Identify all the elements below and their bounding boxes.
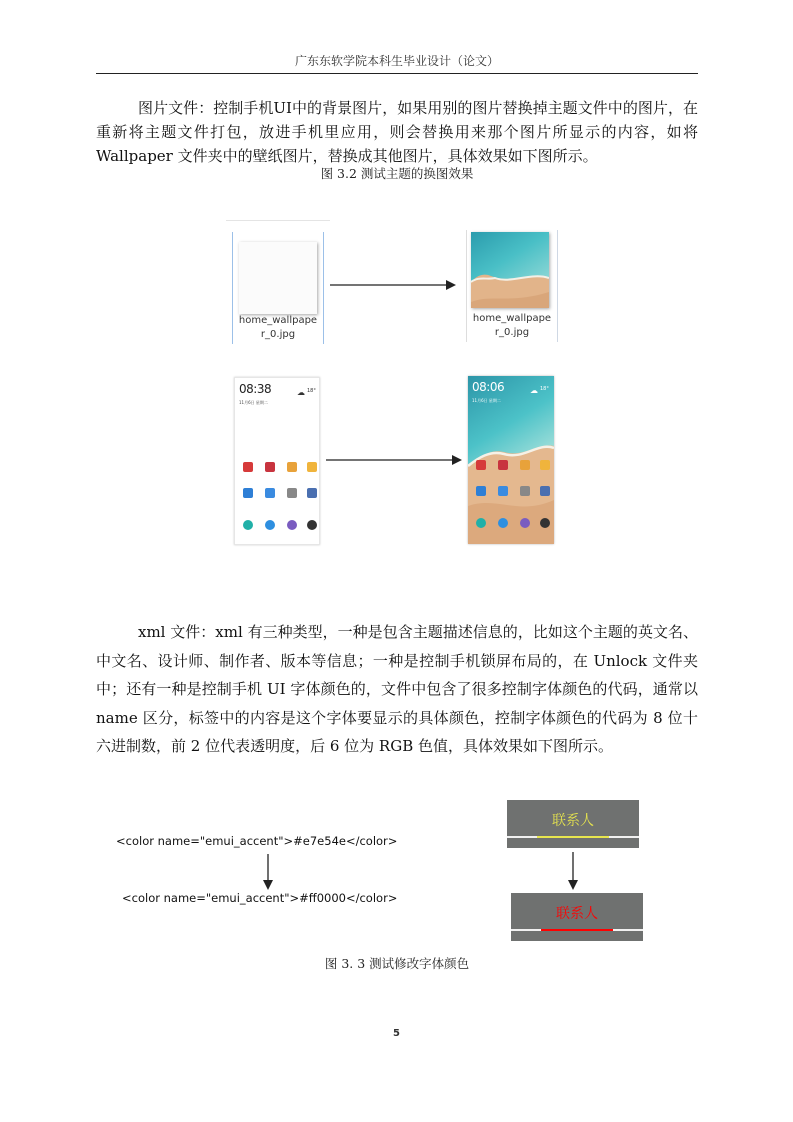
- paragraph-image-files: [96, 96, 698, 168]
- app-icon: [540, 518, 550, 528]
- app-icon: [520, 518, 530, 528]
- cloud-icon: ☁: [530, 386, 538, 395]
- app-icon: [287, 488, 297, 498]
- explorer-edge-line: [226, 220, 330, 221]
- phone-screenshot-before: [234, 377, 320, 545]
- xml-code-before: <color name="emui_accent">#e7e54e</color>: [116, 834, 398, 848]
- app-icon: [243, 488, 253, 498]
- app-icon: [265, 462, 275, 472]
- app-icon: [498, 460, 508, 470]
- file-name-after: [467, 312, 557, 340]
- phone-screenshot-after: [468, 376, 554, 544]
- app-icon: [265, 488, 275, 498]
- file-name-line1: home_wallpape: [472, 313, 552, 324]
- xml-code-after: <color name="emui_accent">#ff0000</color>: [122, 891, 398, 905]
- paragraph-image-files-text: 图片文件：控制手机UI中的背景图片，如果用别的图片替换掉主题文件中的图片，在重新将主题文件打包，放进手机里应用，则会替换用来那个图片所显示的内容，如将 Wallpaper 文件夹中的壁纸图片，替换成其他图片，具体效果如下图所示。: [96, 99, 698, 165]
- file-name-before: [233, 314, 323, 342]
- app-icon: [540, 460, 550, 470]
- phone-temperature: 18°: [540, 386, 549, 392]
- phone-clock: 08:38: [239, 382, 272, 396]
- contact-label-before: 联系人: [552, 813, 594, 829]
- figure-3-3-caption: 图 3. 3 测试修改字体颜色: [324, 956, 470, 971]
- arrow-down-icon: [261, 852, 275, 892]
- app-icon: [476, 486, 486, 496]
- accent-underline-yellow: [537, 836, 609, 838]
- beach-picture: [471, 232, 549, 308]
- app-icon: [498, 486, 508, 496]
- app-icon: [520, 486, 530, 496]
- app-icon: [307, 462, 317, 472]
- file-name-line1: home_wallpape: [238, 315, 318, 326]
- file-tile-before: [232, 232, 324, 344]
- arrow-right-icon: [328, 278, 458, 292]
- accent-underline-red: [541, 929, 613, 931]
- app-icon: [476, 518, 486, 528]
- beach-image-thumbnail: [471, 232, 549, 308]
- figure-3-2-caption: 图 3.2 测试主题的换图效果: [320, 166, 474, 181]
- blank-image-thumbnail: [239, 242, 317, 314]
- file-name-line2: r_0.jpg: [260, 329, 296, 340]
- file-tile-after: [466, 230, 558, 342]
- app-icon: [243, 462, 253, 472]
- phone-temperature: 18°: [307, 388, 316, 394]
- phone-clock: 08:06: [472, 380, 505, 394]
- cloud-icon: ☁: [297, 388, 305, 397]
- app-icon: [265, 520, 275, 530]
- app-icon: [498, 518, 508, 528]
- app-icon: [520, 460, 530, 470]
- app-icon: [476, 460, 486, 470]
- paragraph-xml-files: [96, 618, 698, 761]
- app-icon: [287, 520, 297, 530]
- contact-label-before-panel: [507, 800, 639, 848]
- header-rule: [96, 73, 698, 74]
- contact-label-after: 联系人: [556, 906, 598, 922]
- paragraph-xml-files-text: xml 文件：xml 有三种类型，一种是包含主题描述信息的，比如这个主题的英文名、中文名、设计师、制作者、版本等信息；一种是控制手机锁屏布局的，在 Unlock 文件夹中；还有一种是控制手机 UI 字体颜色的，文件中包含了很多控制字体颜色的代码，通常以 name 区分，标签中的内容是这个字体要显示的具体颜色，控制字体颜色的代码为 8 位十六进制数，前 2 位代表透明度，后 6 位为 RGB 色值，具体效果如下图所示。: [96, 623, 698, 755]
- app-icon: [307, 488, 317, 498]
- app-icon: [243, 520, 253, 530]
- phone-date: 11月6日 星期二: [239, 400, 268, 405]
- arrow-down-icon: [566, 850, 580, 892]
- arrow-right-icon: [324, 453, 464, 467]
- running-header: 广东东软学院本科生毕业设计（论文）: [294, 54, 499, 68]
- contact-label-after-panel: [511, 893, 643, 941]
- page-number: 5: [393, 1028, 400, 1039]
- phone-date: 11月6日 星期二: [472, 398, 501, 403]
- app-icon: [287, 462, 297, 472]
- file-name-line2: r_0.jpg: [494, 327, 530, 338]
- app-icon: [307, 520, 317, 530]
- app-icon: [540, 486, 550, 496]
